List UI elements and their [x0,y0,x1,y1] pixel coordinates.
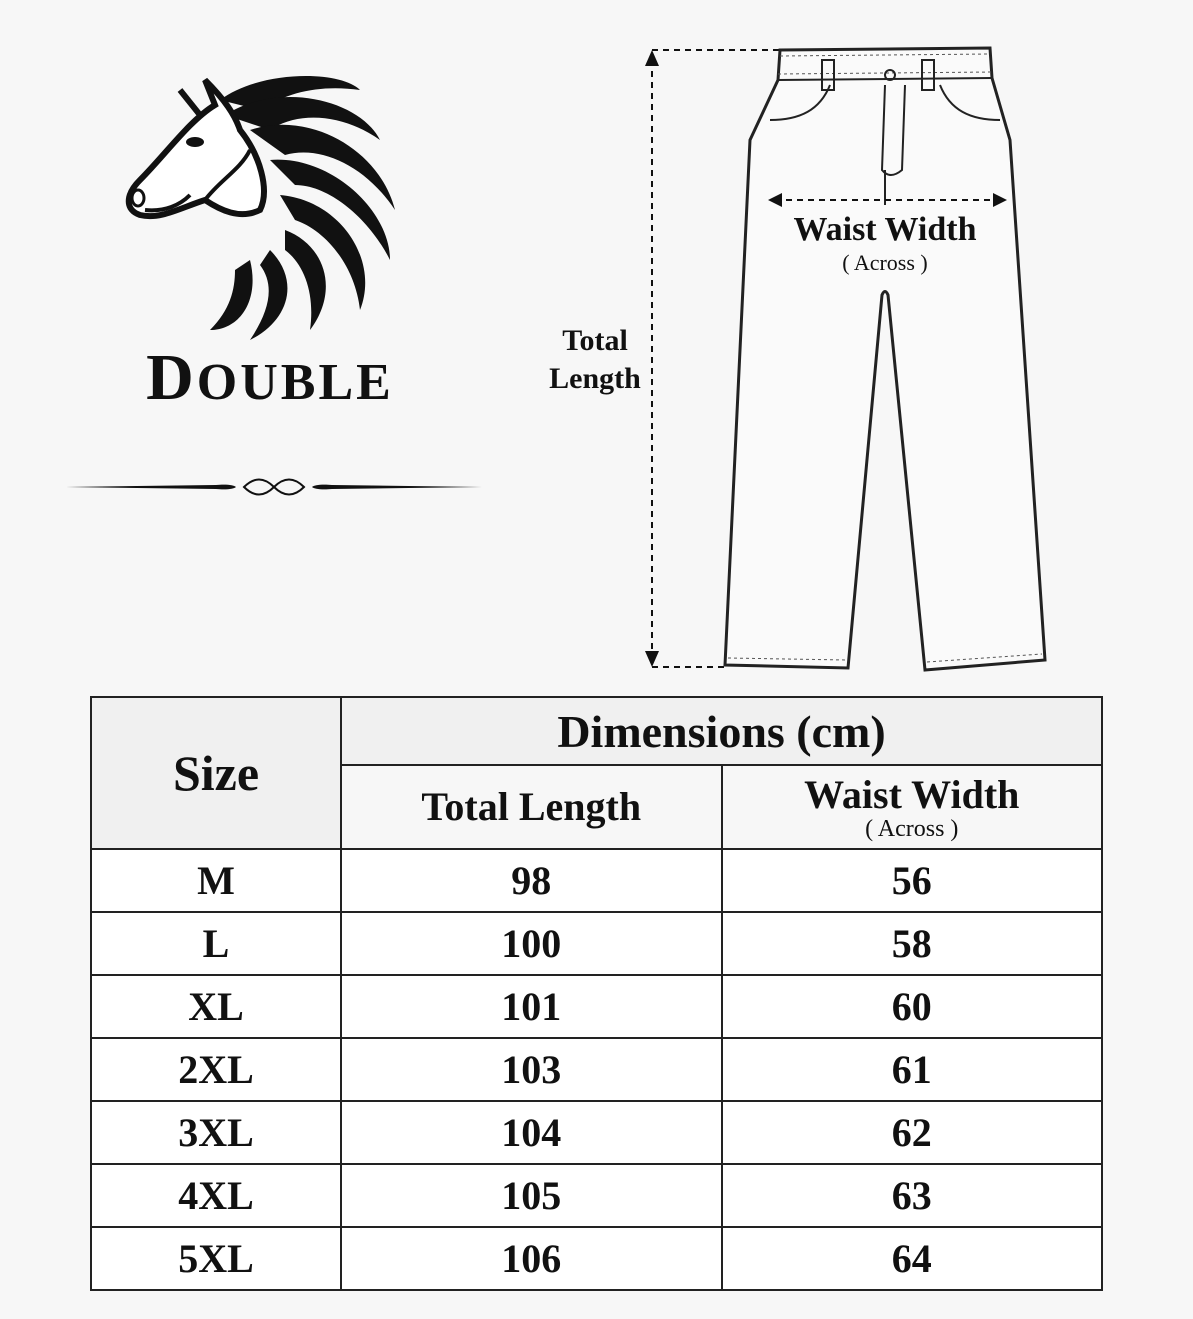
table-row [91,1038,1102,1101]
flourish-divider-icon [66,474,482,500]
waist-width-header [722,765,1103,849]
waist-cell: 56 [722,849,1103,912]
table-row [91,975,1102,1038]
pants-diagram [530,40,1090,680]
waist-cell: 61 [722,1038,1103,1101]
size-cell: L [91,912,341,975]
length-cell: 103 [341,1038,722,1101]
size-cell: 2XL [91,1038,341,1101]
length-cell: 101 [341,975,722,1038]
table-row [91,849,1102,912]
brand-rest: OUBLE [196,354,394,411]
size-cell: 4XL [91,1164,341,1227]
length-cell: 104 [341,1101,722,1164]
brand-initial: D [146,341,197,414]
size-cell: XL [91,975,341,1038]
table-row [91,912,1102,975]
size-cell: M [91,849,341,912]
waist-cell: 63 [722,1164,1103,1227]
size-cell: 3XL [91,1101,341,1164]
size-chart-table [90,696,1103,1291]
total-length-line2: Length [549,362,641,395]
total-length-header-text: Total Length [421,784,642,829]
total-length-line1: Total [562,324,628,357]
total-length-label [540,322,650,398]
waist-across-header-text: ( Across ) [865,816,959,842]
waist-cell: 60 [722,975,1103,1038]
length-cell: 98 [341,849,722,912]
table-row [91,1227,1102,1290]
waist-width-header-text: Waist Width [804,772,1020,817]
length-cell: 105 [341,1164,722,1227]
waist-cell: 64 [722,1227,1103,1290]
table-row [91,1164,1102,1227]
length-cell: 100 [341,912,722,975]
waist-across-text: ( Across ) [842,250,928,275]
dimensions-header: Dimensions (cm) [341,697,1102,765]
total-length-header [341,765,722,849]
size-header: Size [91,697,341,849]
length-cell: 106 [341,1227,722,1290]
table-row [91,1101,1102,1164]
waist-cell: 58 [722,912,1103,975]
horse-head-logo-icon [110,60,440,360]
waist-width-label [770,210,1000,276]
waist-cell: 62 [722,1101,1103,1164]
waist-width-text: Waist Width [793,211,977,248]
size-cell: 5XL [91,1227,341,1290]
brand-name [60,340,480,416]
